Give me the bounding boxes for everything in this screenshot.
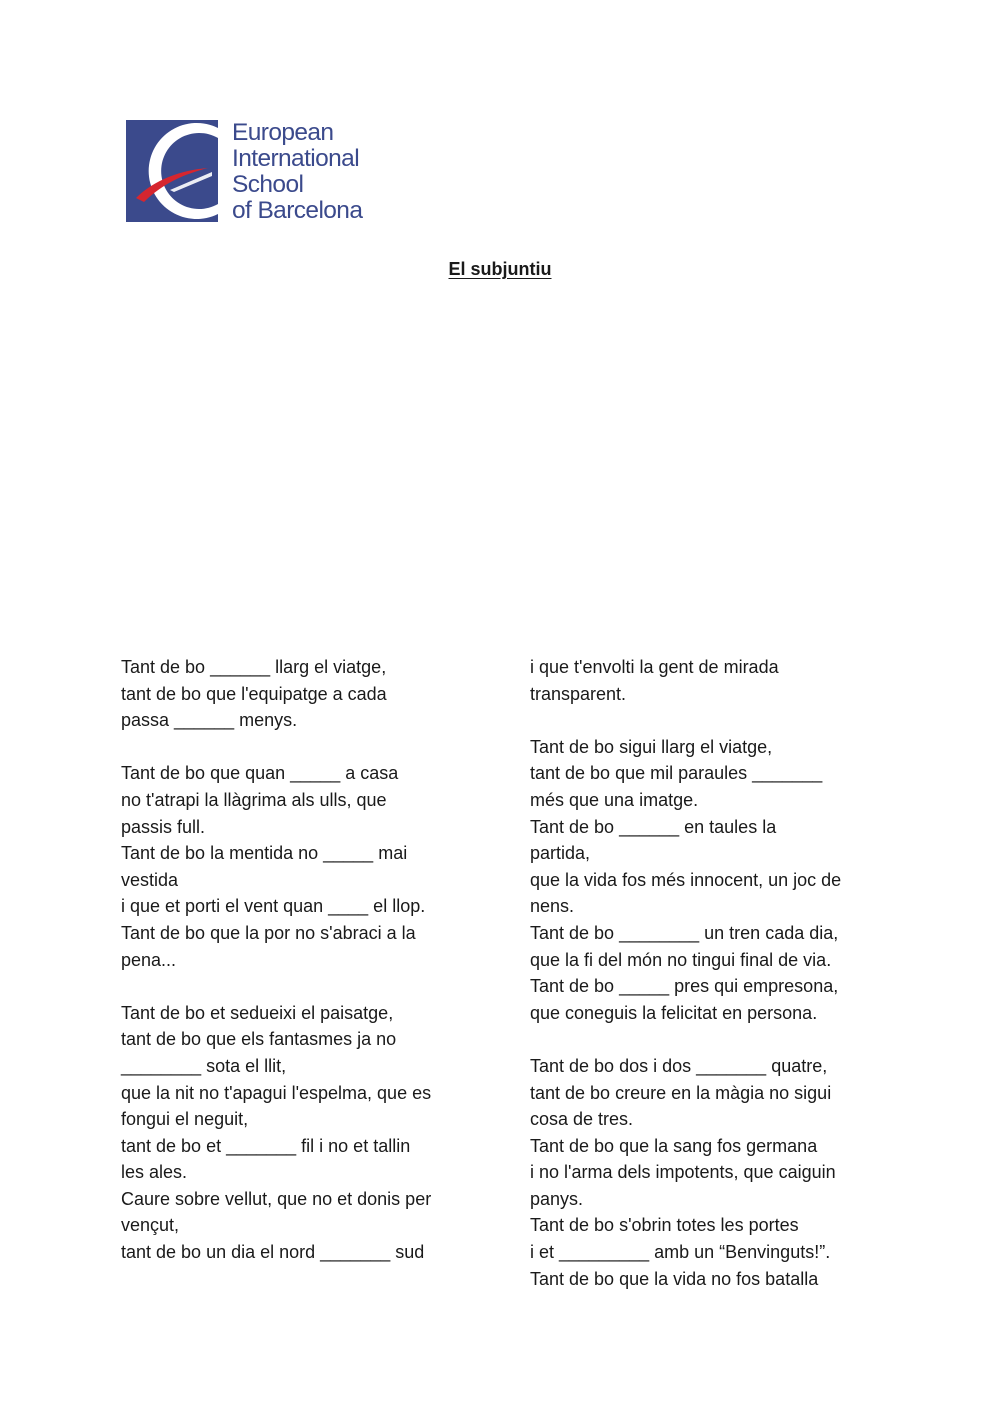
lyric-line: Caure sobre vellut, que no et donis per	[121, 1188, 432, 1209]
lyric-line: les ales.	[121, 1162, 188, 1183]
lyric-line: Tant de bo ________ un tren cada dia,	[530, 922, 839, 943]
lyric-line: passis full.	[121, 816, 206, 837]
school-emblem-icon	[126, 120, 218, 222]
lyric-line: tant de bo que mil paraules _______	[530, 763, 823, 784]
lyric-line: nens.	[530, 896, 575, 917]
lyric-line: no t'atrapi la llàgrima als ulls, que	[121, 789, 387, 810]
lyric-line: vestida	[121, 869, 179, 890]
lyric-line: partida,	[530, 843, 591, 864]
school-name-line: School	[232, 171, 304, 198]
school-name-line: of Barcelona	[232, 197, 363, 224]
lyric-line: i no l'arma dels impotents, que caiguin	[530, 1162, 836, 1183]
lyric-line: més que una imatge.	[530, 789, 699, 810]
school-name-line: International	[232, 145, 360, 172]
lyric-line: Tant de bo que la vida no fos batalla	[530, 1268, 819, 1289]
lyrics-left-column	[121, 654, 491, 1266]
lyrics-right-column	[530, 654, 900, 1292]
lyric-line: fongui el neguit,	[121, 1109, 249, 1130]
lyric-line: tant de bo que els fantasmes ja no	[121, 1029, 397, 1050]
lyric-line: Tant de bo que la por no s'abraci a la	[121, 922, 416, 943]
lyric-line: que la vida fos més innocent, un joc de	[530, 869, 842, 890]
lyric-line: Tant de bo la mentida no _____ mai	[121, 843, 408, 864]
lyric-line: Tant de bo que la sang fos germana	[530, 1135, 818, 1156]
lyric-line: i et _________ amb un “Benvinguts!”.	[530, 1242, 831, 1263]
lyric-line: tant de bo un dia el nord _______ sud	[121, 1242, 425, 1263]
lyric-line: i que et porti el vent quan ____ el llop.	[121, 896, 426, 917]
lyric-line: vençut,	[121, 1215, 180, 1236]
lyric-line: Tant de bo et sedueixi el paisatge,	[121, 1002, 394, 1023]
lyric-line: Tant de bo _____ pres qui empresona,	[530, 976, 839, 997]
stanza-break	[530, 1026, 900, 1053]
stanza-break	[530, 707, 900, 734]
lyric-line: Tant de bo ______ en taules la	[530, 816, 777, 837]
lyric-line: transparent.	[530, 683, 627, 704]
stanza-break	[121, 734, 491, 761]
stanza-break	[121, 973, 491, 1000]
page-title: El subjuntiu	[448, 259, 552, 279]
lyric-line: Tant de bo s'obrin totes les portes	[530, 1215, 799, 1236]
lyric-line: ________ sota el llit,	[121, 1055, 287, 1076]
school-logo	[126, 120, 362, 224]
lyric-line: pena...	[121, 949, 177, 970]
lyric-line: tant de bo creure en la màgia no sigui	[530, 1082, 832, 1103]
school-name	[232, 120, 362, 224]
lyric-line: cosa de tres.	[530, 1109, 634, 1130]
lyric-line: passa ______ menys.	[121, 710, 298, 731]
lyric-line: tant de bo et _______ fil i no et tallin	[121, 1135, 411, 1156]
lyric-line: Tant de bo que quan _____ a casa	[121, 763, 399, 784]
lyric-line: que la nit no t'apagui l'espelma, que es	[121, 1082, 432, 1103]
lyric-line: que la fi del món no tingui final de via.	[530, 949, 832, 970]
lyric-line: tant de bo que l'equipatge a cada	[121, 683, 387, 704]
lyric-line: Tant de bo sigui llarg el viatge,	[530, 736, 773, 757]
lyric-line: Tant de bo dos i dos _______ quatre,	[530, 1055, 828, 1076]
school-name-line: European	[232, 119, 334, 146]
lyric-line: que coneguis la felicitat en persona.	[530, 1002, 818, 1023]
lyric-line: panys.	[530, 1188, 584, 1209]
lyric-line: Tant de bo ______ llarg el viatge,	[121, 657, 387, 677]
lyric-line: i que t'envolti la gent de mirada	[530, 657, 779, 677]
